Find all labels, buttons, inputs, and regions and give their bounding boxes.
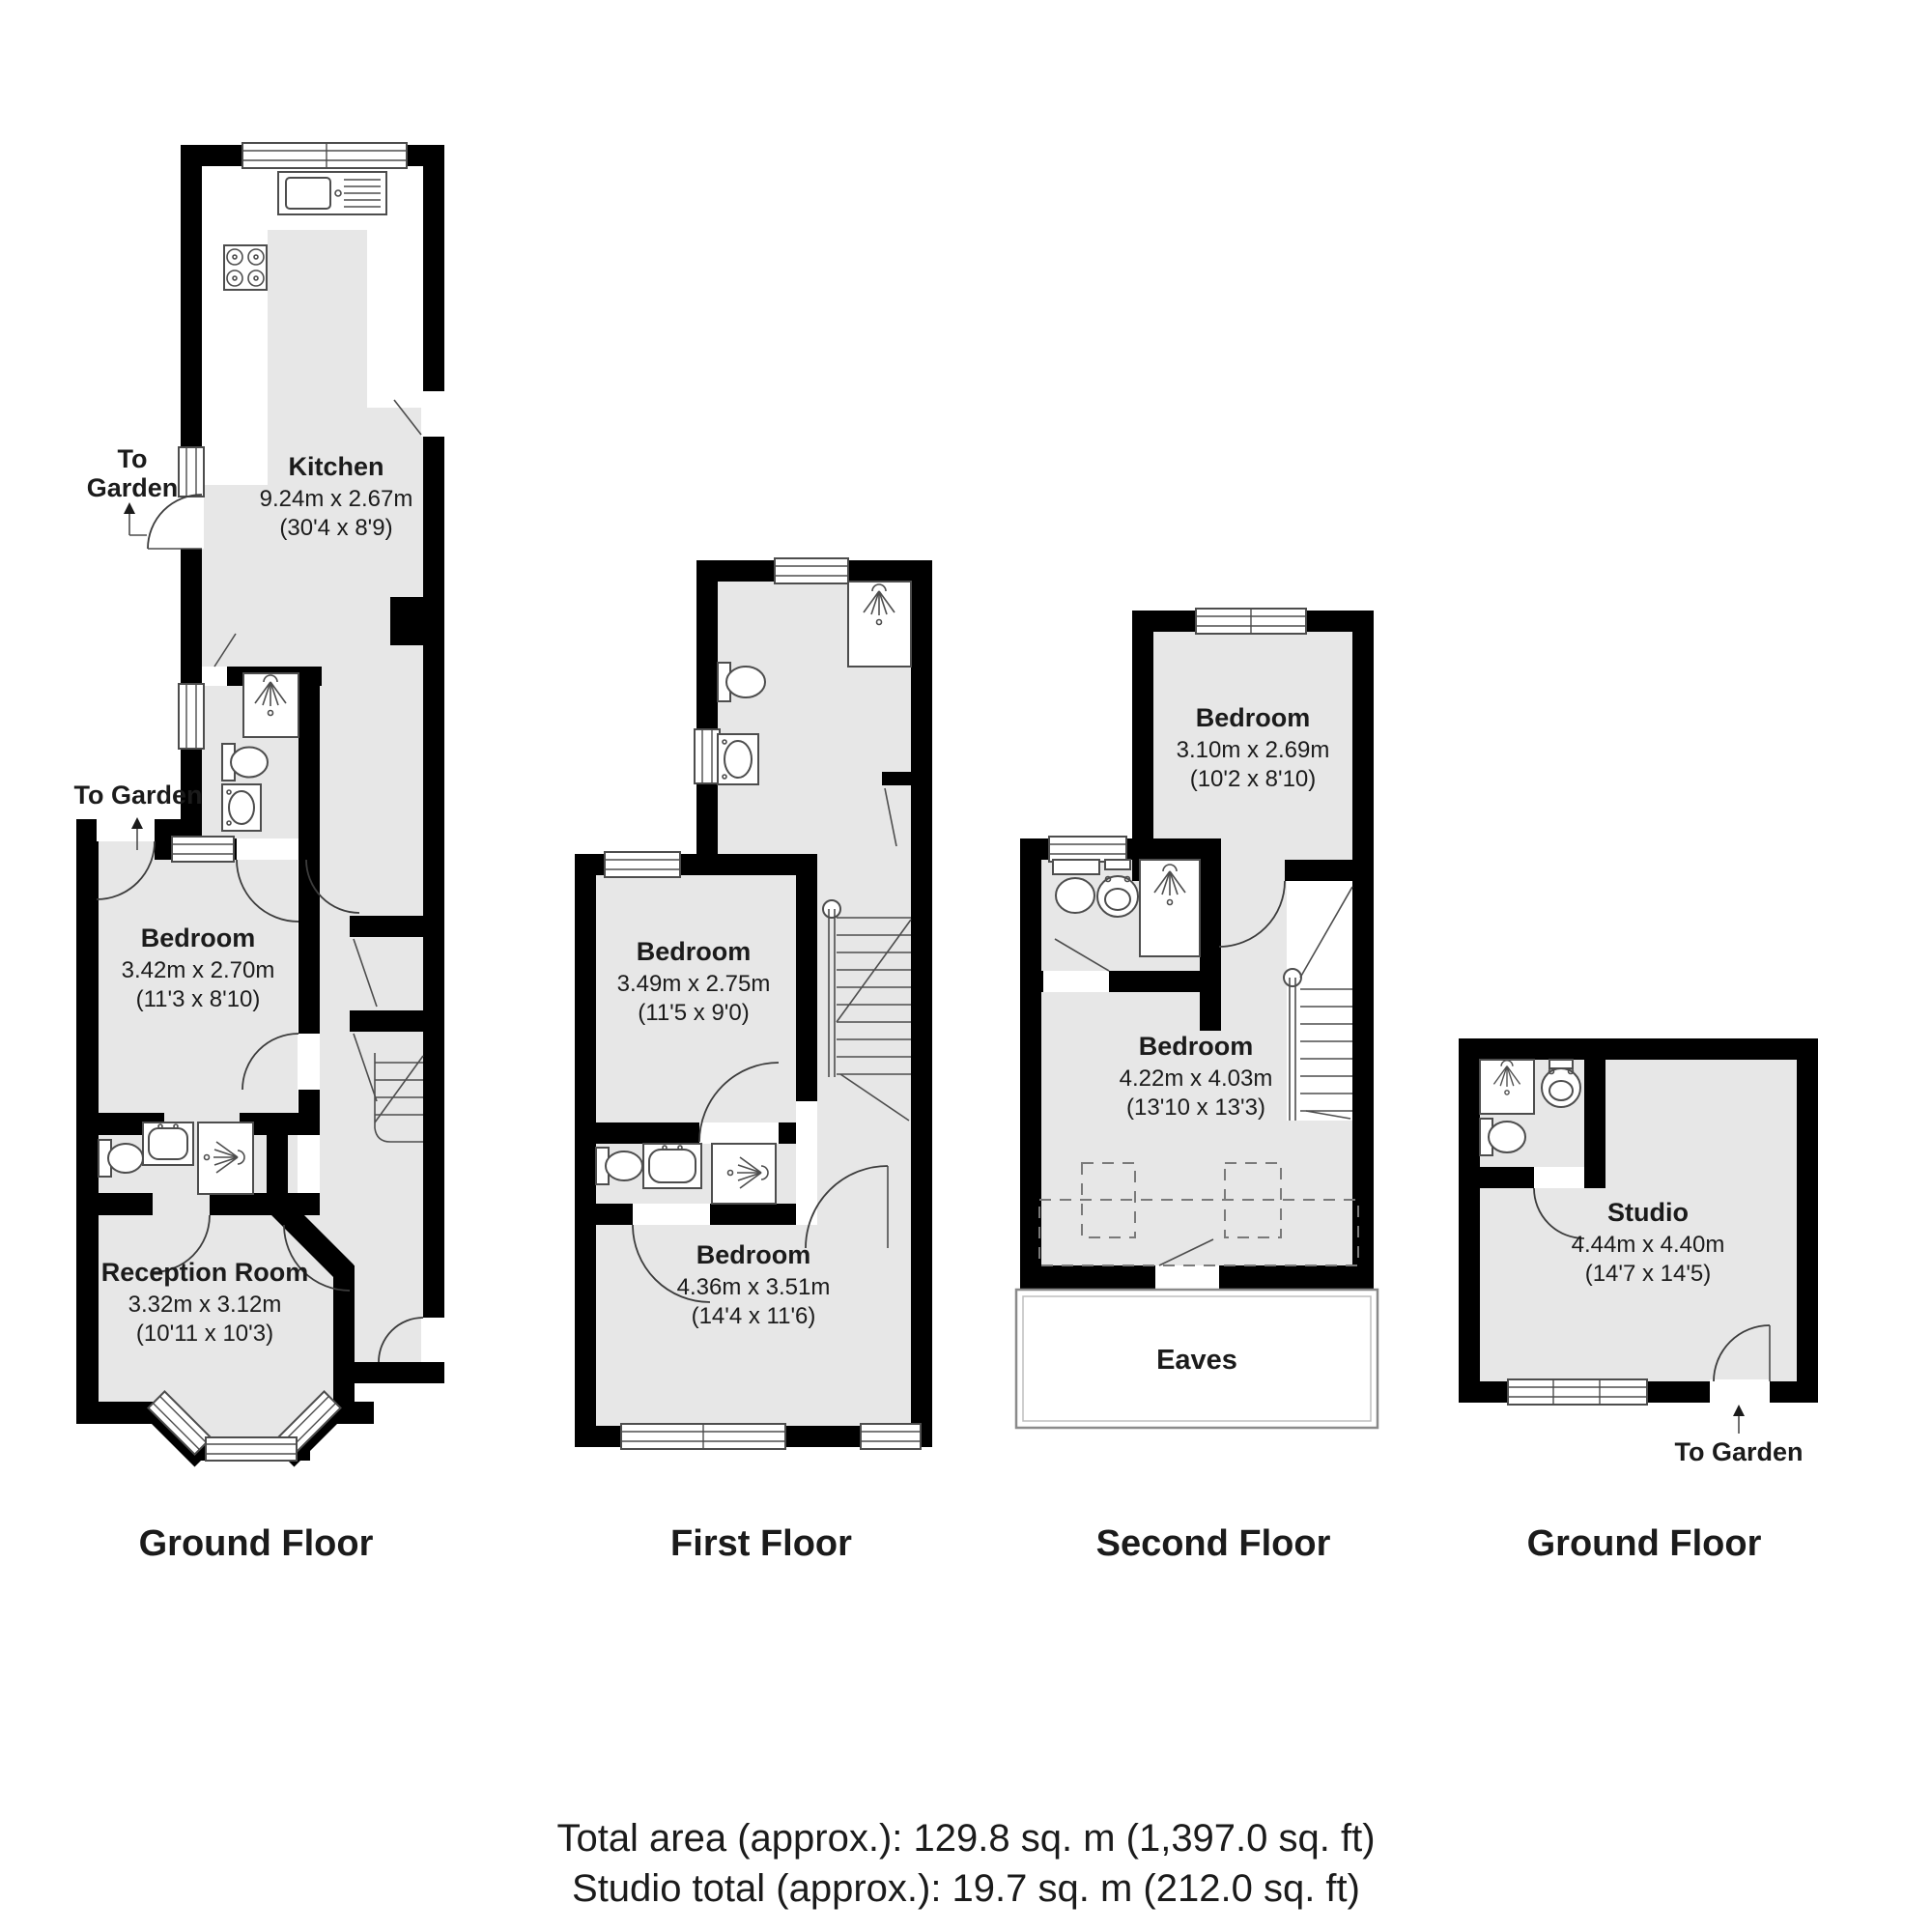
kitchen-window (242, 143, 407, 168)
kitchen-sink-icon (278, 172, 386, 214)
arrow-up-icon (124, 502, 135, 514)
window (621, 1424, 785, 1449)
room-dim-ft: (14'4 x 11'6) (691, 1303, 816, 1329)
room-dim-ft: (13'10 x 13'3) (1126, 1094, 1265, 1121)
room-dim-m: 4.22m x 4.03m (1119, 1065, 1273, 1092)
room-dim-m: 3.42m x 2.70m (121, 957, 275, 983)
shower-icon (198, 1122, 253, 1194)
studio-total-text: Studio total (approx.): 19.7 sq. m (212.0 sq. ft) (572, 1867, 1360, 1910)
window (1196, 609, 1306, 634)
shower-icon (712, 1144, 776, 1204)
window (775, 558, 848, 583)
plan-ground-floor-main (73, 143, 446, 1564)
floor-label: First Floor (670, 1523, 852, 1564)
room-dim-m: 3.10m x 2.69m (1176, 737, 1330, 763)
eaves-area (1016, 1290, 1378, 1428)
to-garden-annotation (1674, 1405, 1803, 1466)
hob-icon (224, 245, 267, 290)
floor-label: Ground Floor (1526, 1523, 1762, 1564)
room-dim-ft: (11'5 x 9'0) (638, 1000, 750, 1026)
room-name: Bedroom (636, 937, 752, 966)
side-window (179, 447, 204, 497)
plan-ground-floor-studio (1459, 1038, 1818, 1564)
shower-icon (1140, 860, 1200, 956)
room-dim-ft: (10'2 x 8'10) (1189, 766, 1317, 792)
sink-icon (718, 734, 758, 784)
room-name: Bedroom (696, 1240, 811, 1269)
room-name: Kitchen (288, 452, 384, 481)
room-dim-ft: (11'3 x 8'10) (135, 986, 261, 1012)
room-name: Studio (1607, 1198, 1689, 1227)
window (1049, 837, 1126, 862)
room-dim-m: 9.24m x 2.67m (259, 486, 413, 512)
total-area-text: Total area (approx.): 129.8 sq. m (1,397.0 sq. ft) (556, 1817, 1376, 1860)
floor-label: Second Floor (1095, 1523, 1331, 1564)
plan-first-floor (575, 558, 932, 1564)
to-garden-label-line2: Garden (86, 473, 179, 502)
room-name: Bedroom (1195, 703, 1311, 732)
to-garden-annotation-upper (87, 444, 179, 535)
shower-icon (243, 673, 298, 737)
window (1508, 1379, 1647, 1405)
shower-icon (848, 582, 911, 667)
eaves-label: Eaves (1156, 1345, 1237, 1376)
room-dim-m: 3.32m x 3.12m (128, 1292, 282, 1318)
sink-icon (222, 784, 261, 831)
floor-label: Ground Floor (138, 1523, 374, 1564)
sink-icon (143, 1122, 193, 1165)
room-name: Bedroom (1138, 1032, 1254, 1061)
toilet-icon (1480, 1119, 1525, 1155)
arrow-up-icon (1733, 1405, 1745, 1416)
window (605, 852, 680, 877)
window (695, 729, 720, 783)
shower-icon (1480, 1060, 1534, 1114)
to-garden-label: To Garden (1674, 1437, 1804, 1466)
room-name: Reception Room (100, 1258, 309, 1287)
bedroom-window (172, 837, 234, 862)
to-garden-label: To Garden (73, 781, 203, 810)
toilet-icon (1053, 860, 1099, 913)
window (861, 1424, 921, 1449)
bathroom-window (179, 684, 204, 749)
room-dim-ft: (30'4 x 8'9) (279, 515, 393, 541)
to-garden-label-line1: To (117, 444, 148, 473)
room-dim-ft: (10'11 x 10'3) (135, 1321, 274, 1347)
room-dim-m: 4.36m x 3.51m (676, 1274, 831, 1300)
sink-icon (643, 1144, 701, 1188)
room-dim-m: 4.44m x 4.40m (1571, 1232, 1725, 1258)
room-name: Bedroom (140, 923, 256, 952)
plan-second-floor (1016, 609, 1378, 1564)
area-summary (556, 1817, 1375, 1910)
room-dim-ft: (14'7 x 14'5) (1584, 1261, 1712, 1287)
room-dim-m: 3.49m x 2.75m (616, 971, 771, 997)
